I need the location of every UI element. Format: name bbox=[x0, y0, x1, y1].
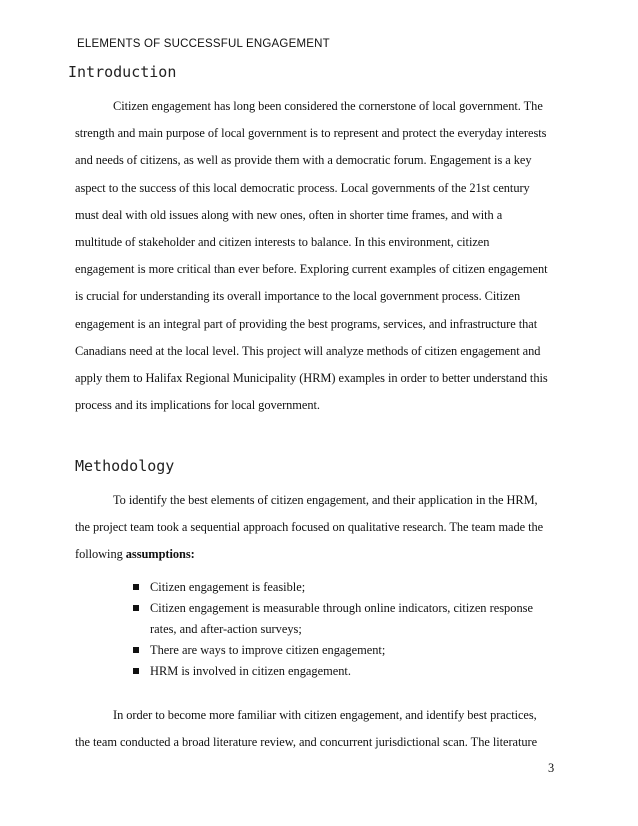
introduction-line: Canadians need at the local level. This project will analyze methods of citizen engagement and bbox=[75, 343, 541, 358]
assumption-text: rates, and after-action surveys; bbox=[150, 622, 302, 636]
introduction-line: is crucial for understanding its overall importance to the local government process. Citizen bbox=[75, 289, 521, 304]
introduction-line: apply them to Halifax Regional Municipality (HRM) examples in order to better understand this bbox=[75, 371, 548, 386]
assumptions-list bbox=[130, 577, 570, 682]
introduction-line: engagement is more critical than ever before. Exploring current examples of citizen engagement bbox=[75, 262, 548, 277]
literature-paragraph bbox=[75, 702, 565, 756]
methodology-paragraph bbox=[75, 487, 565, 569]
methodology-line bbox=[75, 541, 565, 568]
square-bullet-icon bbox=[133, 584, 139, 590]
introduction-heading: Introduction bbox=[68, 63, 177, 81]
assumption-text: Citizen engagement is feasible; bbox=[150, 580, 306, 594]
assumption-text: HRM is involved in citizen engagement. bbox=[150, 664, 351, 678]
square-bullet-icon bbox=[133, 647, 139, 653]
introduction-line: must deal with old issues along with new ones, often in shorter time frames, and with a bbox=[75, 207, 503, 222]
assumption-text: Citizen engagement is measurable through online indicators, citizen response bbox=[150, 601, 533, 615]
introduction-line: process and its implications for local government. bbox=[75, 398, 320, 413]
literature-line: In order to become more familiar with citizen engagement, and identify best practices, bbox=[113, 708, 537, 722]
introduction-line: aspect to the success of this local democratic process. Local governments of the 21st century bbox=[75, 180, 530, 195]
assumption-item bbox=[130, 598, 570, 640]
literature-line: the team conducted a broad literature review, and concurrent jurisdictional scan. The literature bbox=[75, 735, 538, 750]
introduction-line: strength and main purpose of local government is to represent and protect the everyday interests bbox=[75, 126, 547, 141]
square-bullet-icon bbox=[133, 605, 139, 611]
methodology-heading: Methodology bbox=[75, 457, 175, 475]
introduction-line: multitude of stakeholder and citizen interests to balance. In this environment, citizen bbox=[75, 235, 490, 250]
assumption-item bbox=[130, 577, 570, 598]
running-head: ELEMENTS OF SUCCESSFUL ENGAGEMENT bbox=[77, 38, 330, 50]
page-number: 3 bbox=[548, 761, 555, 775]
introduction-line: Citizen engagement has long been considered the cornerstone of local government. The bbox=[113, 99, 543, 113]
introduction-line: and needs of citizens, as well as provide them with a democratic forum. Engagement is a key bbox=[75, 153, 532, 168]
assumption-text: There are ways to improve citizen engagement; bbox=[150, 643, 386, 657]
assumption-item bbox=[130, 640, 570, 661]
methodology-line: To identify the best elements of citizen engagement, and their application in the HRM, bbox=[113, 493, 538, 507]
assumption-item bbox=[130, 661, 570, 682]
assumptions-label: assumptions: bbox=[125, 547, 195, 562]
square-bullet-icon bbox=[133, 668, 139, 674]
methodology-line: the project team took a sequential approach focused on qualitative research. The team made the bbox=[75, 520, 544, 535]
introduction-line: engagement is an integral part of providing the best programs, services, and infrastructure that bbox=[75, 316, 538, 331]
introduction-paragraph bbox=[75, 93, 565, 419]
methodology-line-prefix: following bbox=[75, 547, 126, 562]
